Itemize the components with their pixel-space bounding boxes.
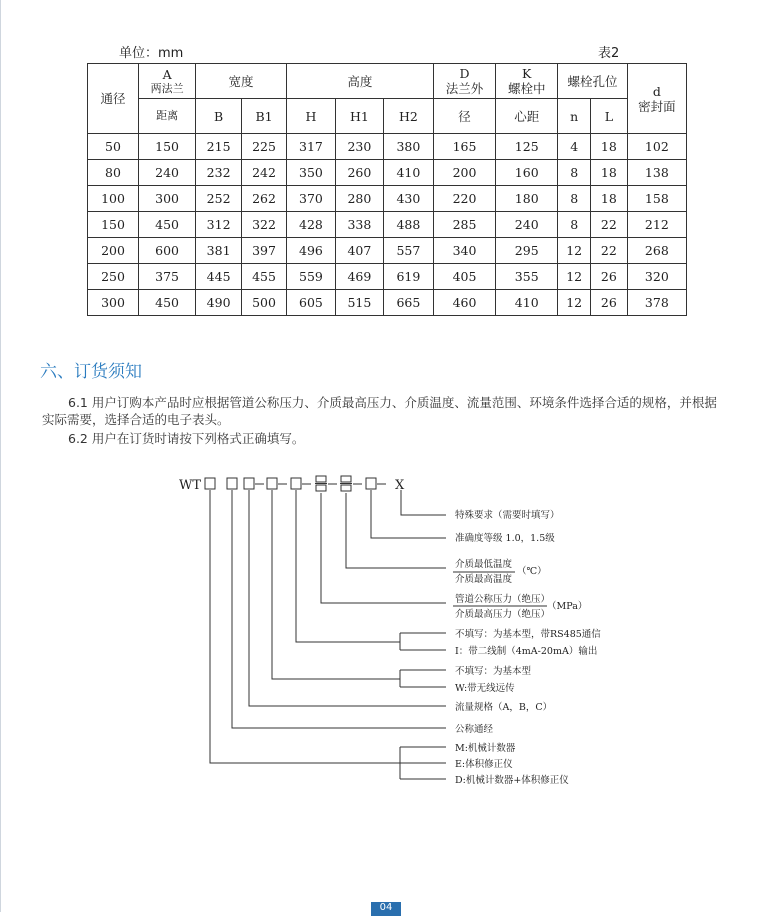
table-cell: 250 bbox=[88, 264, 139, 290]
label-press-unit: （MPa） bbox=[547, 601, 588, 612]
label-temp-low: 介质最低温度 bbox=[455, 559, 513, 570]
label-wireless-none: 不填写：为基本型 bbox=[455, 666, 532, 677]
table-cell: 295 bbox=[496, 238, 558, 264]
table-cell: 12 bbox=[558, 238, 591, 264]
table-cell: 260 bbox=[335, 160, 383, 186]
section-title: 六、订货须知 bbox=[40, 362, 142, 382]
table-cell: 180 bbox=[496, 186, 558, 212]
head-k-code: K bbox=[522, 66, 532, 81]
table-cell: 312 bbox=[196, 212, 242, 238]
table-cell: 496 bbox=[286, 238, 335, 264]
table-cell: 268 bbox=[627, 238, 686, 264]
table-cell: 8 bbox=[558, 160, 591, 186]
label-temp-high: 介质最高温度 bbox=[455, 574, 513, 585]
table-cell: 8 bbox=[558, 212, 591, 238]
table-cell: 150 bbox=[88, 212, 139, 238]
table-cell: 230 bbox=[335, 134, 383, 160]
table-cell: 445 bbox=[196, 264, 242, 290]
table-cell: 50 bbox=[88, 134, 139, 160]
table-cell: 428 bbox=[286, 212, 335, 238]
head-h: H bbox=[286, 99, 335, 134]
table-row bbox=[88, 290, 687, 316]
table-cell: 200 bbox=[88, 238, 139, 264]
label-accuracy: 准确度等级 1.0，1.5级 bbox=[455, 533, 555, 544]
table-row bbox=[88, 186, 687, 212]
table-cell: 380 bbox=[383, 134, 433, 160]
table-row bbox=[88, 160, 687, 186]
head-d-code: D bbox=[459, 66, 470, 81]
table-cell: 240 bbox=[139, 160, 196, 186]
table-cell: 378 bbox=[627, 290, 686, 316]
table-cell: 619 bbox=[383, 264, 433, 290]
table-row bbox=[88, 238, 687, 264]
table-cell: 455 bbox=[242, 264, 287, 290]
table-cell: 138 bbox=[627, 160, 686, 186]
table-cell: 26 bbox=[590, 264, 627, 290]
table-cell: 220 bbox=[433, 186, 495, 212]
head-a-line2: 距离 bbox=[139, 99, 196, 134]
table-cell: 280 bbox=[335, 186, 383, 212]
head-k-line2: 心距 bbox=[496, 99, 558, 134]
head-l: L bbox=[590, 99, 627, 134]
table-cell: 469 bbox=[335, 264, 383, 290]
table-cell: 605 bbox=[286, 290, 335, 316]
table-cell: 22 bbox=[590, 212, 627, 238]
table-cell: 600 bbox=[139, 238, 196, 264]
table-cell: 430 bbox=[383, 186, 433, 212]
table-cell: 375 bbox=[139, 264, 196, 290]
head-h1: H1 bbox=[335, 99, 383, 134]
head-seal-label: 密封面 bbox=[638, 98, 676, 114]
table-cell: 490 bbox=[196, 290, 242, 316]
table-cell: 300 bbox=[88, 290, 139, 316]
head-n: n bbox=[558, 99, 591, 134]
table-cell: 381 bbox=[196, 238, 242, 264]
head-h2: H2 bbox=[383, 99, 433, 134]
table-cell: 410 bbox=[496, 290, 558, 316]
table-cell: 410 bbox=[383, 160, 433, 186]
table-cell: 100 bbox=[88, 186, 139, 212]
table-cell: 125 bbox=[496, 134, 558, 160]
paragraph-6-2: 6.2 用户在订货时请按下列格式正确填写。 bbox=[68, 431, 305, 446]
label-dn: 公称通经 bbox=[455, 724, 494, 735]
head-a bbox=[139, 64, 196, 99]
table-cell: 450 bbox=[139, 290, 196, 316]
head-bolt: 螺栓孔位 bbox=[558, 64, 627, 99]
table-cell: 407 bbox=[335, 238, 383, 264]
table-cell: 500 bbox=[242, 290, 287, 316]
label-press-max: 介质最高压力（绝压） bbox=[455, 609, 551, 620]
head-diameter: 通径 bbox=[88, 64, 139, 134]
label-output-none: 不填写：为基本型，带RS485通信 bbox=[455, 629, 601, 640]
label-temp-unit: （℃） bbox=[517, 566, 547, 577]
label-combo-d: D:机械计数器+体积修正仪 bbox=[455, 775, 569, 786]
unit-label: 单位：mm bbox=[119, 46, 184, 61]
table-cell: 355 bbox=[496, 264, 558, 290]
table-body bbox=[88, 134, 687, 316]
table-cell: 450 bbox=[139, 212, 196, 238]
table-number: 表2 bbox=[598, 46, 620, 61]
label-press-nominal: 管道公称压力（绝压） bbox=[455, 594, 551, 605]
table-cell: 338 bbox=[335, 212, 383, 238]
table-cell: 559 bbox=[286, 264, 335, 290]
table-cell: 18 bbox=[590, 160, 627, 186]
table-cell: 80 bbox=[88, 160, 139, 186]
table-cell: 340 bbox=[433, 238, 495, 264]
table-cell: 300 bbox=[139, 186, 196, 212]
table-cell: 4 bbox=[558, 134, 591, 160]
table-cell: 242 bbox=[242, 160, 287, 186]
table-row bbox=[88, 134, 687, 160]
table-cell: 150 bbox=[139, 134, 196, 160]
paragraph-6-1: 6.1 用户订购本产品时应根据管道公称压力、介质最高压力、介质温度、流量范围、环境条件选择合适的规格，并根据实际需要，选择合适的电子表头。 bbox=[42, 395, 717, 427]
table-cell: 262 bbox=[242, 186, 287, 212]
table-cell: 515 bbox=[335, 290, 383, 316]
head-b: B bbox=[196, 99, 242, 134]
label-wireless-w: W:带无线远传 bbox=[455, 683, 515, 694]
head-seal bbox=[627, 64, 686, 134]
table-row bbox=[88, 212, 687, 238]
label-special: 特殊要求（需要时填写） bbox=[455, 510, 560, 521]
table-cell: 215 bbox=[196, 134, 242, 160]
table-cell: 460 bbox=[433, 290, 495, 316]
table-cell: 240 bbox=[496, 212, 558, 238]
table-cell: 12 bbox=[558, 264, 591, 290]
code-prefix: WT bbox=[179, 478, 202, 493]
table-cell: 200 bbox=[433, 160, 495, 186]
table-cell: 18 bbox=[590, 186, 627, 212]
head-seal-code: d bbox=[652, 83, 661, 99]
table-cell: 26 bbox=[590, 290, 627, 316]
head-d-line2: 径 bbox=[433, 99, 495, 134]
table-cell: 320 bbox=[627, 264, 686, 290]
page-number: 04 bbox=[371, 902, 401, 916]
table-cell: 557 bbox=[383, 238, 433, 264]
table-cell: 12 bbox=[558, 290, 591, 316]
head-height: 高度 bbox=[286, 64, 433, 99]
head-k-line1: 螺栓中 bbox=[507, 81, 546, 96]
table-cell: 322 bbox=[242, 212, 287, 238]
code-suffix: X bbox=[395, 478, 405, 493]
table-cell: 165 bbox=[433, 134, 495, 160]
label-output-i: I：带二线制（4mA-20mA）输出 bbox=[455, 646, 598, 657]
table-cell: 405 bbox=[433, 264, 495, 290]
head-width: 宽度 bbox=[196, 64, 287, 99]
head-a-code: A bbox=[162, 66, 172, 82]
dimension-table bbox=[87, 63, 687, 316]
table-cell: 232 bbox=[196, 160, 242, 186]
head-a-line1: 两法兰 bbox=[150, 81, 184, 95]
label-flow: 流量规格（A，B，C） bbox=[455, 702, 553, 713]
head-k bbox=[496, 64, 558, 99]
table-cell: 488 bbox=[383, 212, 433, 238]
label-corrector-e: E:体积修正仪 bbox=[455, 759, 513, 770]
table-cell: 285 bbox=[433, 212, 495, 238]
head-d-line1: 法兰外 bbox=[445, 81, 484, 96]
table-cell: 397 bbox=[242, 238, 287, 264]
table-cell: 370 bbox=[286, 186, 335, 212]
table-cell: 252 bbox=[196, 186, 242, 212]
head-d bbox=[433, 64, 495, 99]
table-cell: 160 bbox=[496, 160, 558, 186]
table-cell: 22 bbox=[590, 238, 627, 264]
order-code-diagram bbox=[0, 460, 758, 800]
table-cell: 225 bbox=[242, 134, 287, 160]
table-cell: 665 bbox=[383, 290, 433, 316]
table-row bbox=[88, 264, 687, 290]
label-counter-m: M:机械计数器 bbox=[455, 743, 516, 754]
table-cell: 350 bbox=[286, 160, 335, 186]
head-b1: B1 bbox=[242, 99, 287, 134]
table-cell: 8 bbox=[558, 186, 591, 212]
table-cell: 212 bbox=[627, 212, 686, 238]
table-cell: 317 bbox=[286, 134, 335, 160]
table-cell: 102 bbox=[627, 134, 686, 160]
table-cell: 158 bbox=[627, 186, 686, 212]
table-cell: 18 bbox=[590, 134, 627, 160]
